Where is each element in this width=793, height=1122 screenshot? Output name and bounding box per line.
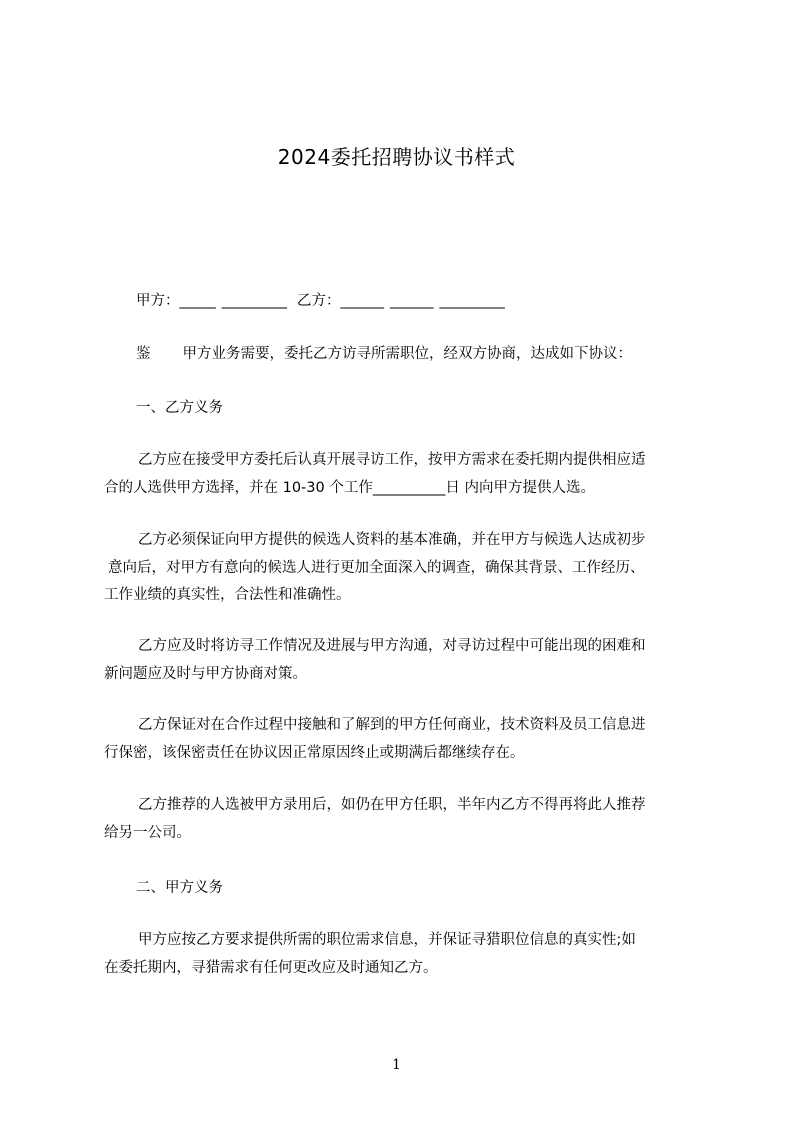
party-a-label: 甲方： <box>136 293 180 309</box>
party-a-blank-2: _________ <box>221 293 287 309</box>
paragraph-b-4 <box>104 712 704 767</box>
paragraph-b-3 <box>104 633 704 688</box>
intro-lead: 鉴 <box>136 346 151 362</box>
paragraph-line: 乙方应在接受甲方委托后认真开展寻访工作，按甲方需求在委托期内提供相应适 <box>138 452 646 468</box>
page-number: 1 <box>392 1057 401 1073</box>
section-heading-party-b-duties: 一、乙方义务 <box>136 400 223 416</box>
paragraph-a-1 <box>104 927 704 982</box>
paragraph-line: 甲方应按乙方要求提供所需的职位需求信息，并保证寻猎职位信息的真实性;如 <box>138 932 636 948</box>
paragraph-line: 乙方保证对在合作过程中接触和了解到的甲方任何商业，技术资料及员工信息进 <box>138 717 646 733</box>
intro-text: 甲方业务需要，委托乙方访寻所需职位，经双方协商，达成如下协议： <box>182 346 632 362</box>
document-title: 2024委托招聘协议书样式 <box>277 145 516 169</box>
paragraph-line: 乙方必须保证向甲方提供的候选人资料的基本准确，并在甲方与候选人达成初步 <box>138 532 646 548</box>
paragraph-line: 在委托期内，寻猎需求有任何更改应及时通知乙方。 <box>104 959 438 976</box>
parties-line <box>136 290 505 312</box>
section-heading-party-a-duties: 二、甲方义务 <box>136 880 223 896</box>
party-b-blank-1: ______ <box>340 293 384 309</box>
party-b-blank-2: ______ <box>390 293 434 309</box>
paragraph-line: 乙方应及时将访寻工作情况及进展与甲方沟通，对寻访过程中可能出现的困难和 <box>138 638 646 654</box>
paragraph-line: 给另一公司。 <box>104 824 191 841</box>
party-a-blank-1: _____ <box>179 293 216 309</box>
paragraph-b-5 <box>104 792 704 847</box>
paragraph-line: 新问题应及时与甲方协商对策。 <box>104 665 307 682</box>
party-b-label: 乙方： <box>297 293 341 309</box>
intro-line <box>136 343 632 365</box>
party-b-blank-3: _________ <box>439 293 505 309</box>
paragraph-line: 合的人选供甲方选择，并在 10-30 个工作__________日 内向甲方提供人选。 <box>104 479 595 496</box>
paragraph-line: 乙方推荐的人选被甲方录用后，如仍在甲方任职，半年内乙方不得再将此人推荐 <box>138 797 646 813</box>
paragraph-line: 意向后，对甲方有意向的候选人进行更加全面深入的调查，确保其背景、工作经历、 <box>108 559 645 576</box>
paragraph-b-2 <box>104 527 704 610</box>
paragraph-line: 行保密，该保密责任在协议因正常原因终止或期满后都继续存在。 <box>104 744 525 761</box>
paragraph-b-1 <box>104 447 704 502</box>
paragraph-line: 工作业绩的真实性，合法性和准确性。 <box>104 587 351 603</box>
